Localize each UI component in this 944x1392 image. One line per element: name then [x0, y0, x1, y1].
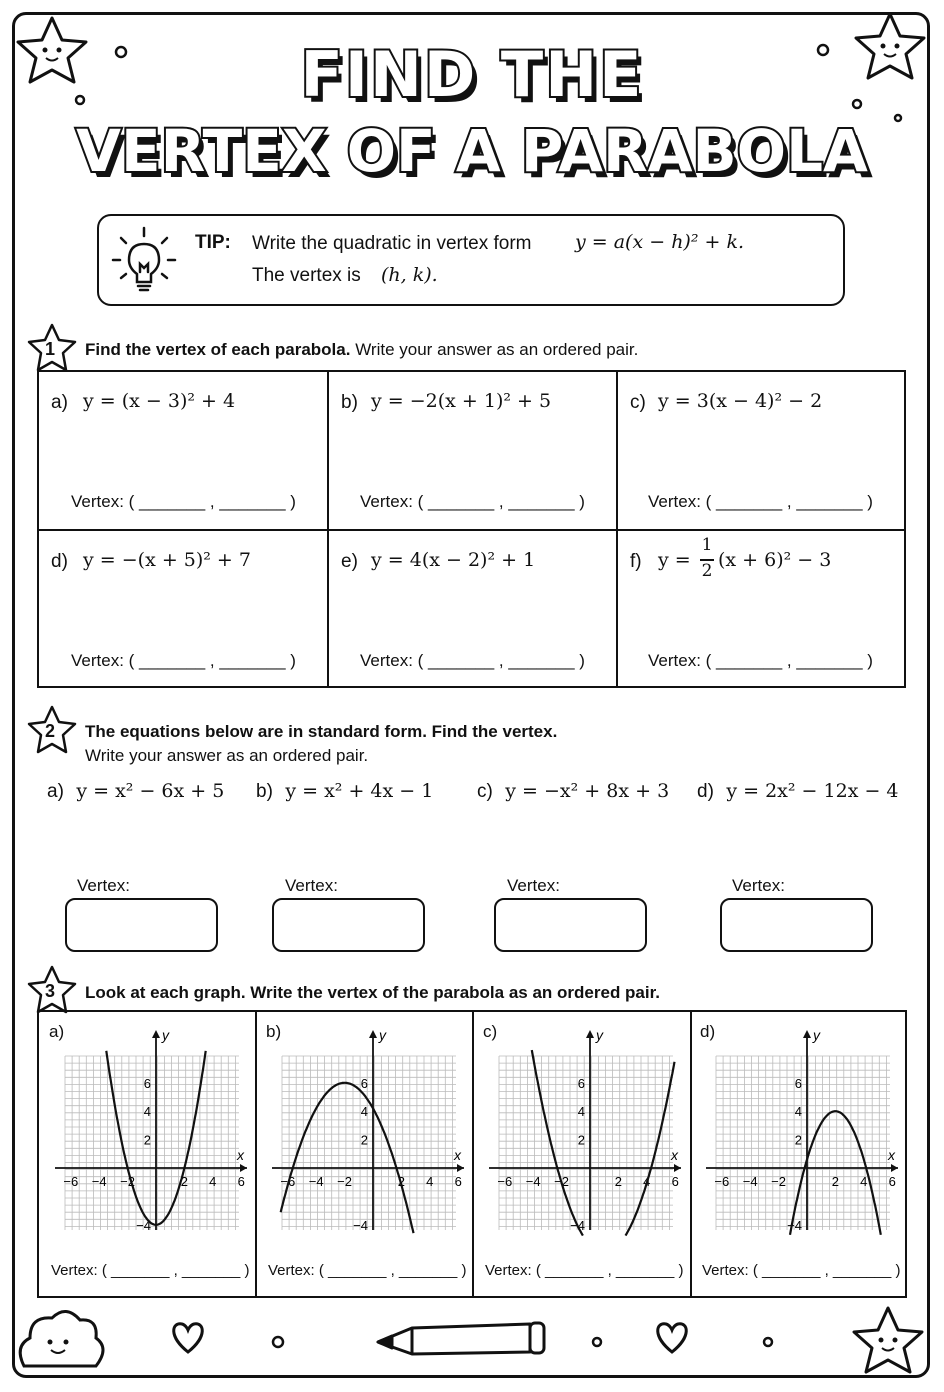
problem-equation: y = x² + 4x − 1	[285, 780, 434, 802]
y-tick-label: 4	[577, 1104, 585, 1120]
section-2-subtitle: Write your answer as an ordered pair.	[85, 746, 369, 765]
y-axis-label: y	[813, 1027, 820, 1043]
x-tick-label: 2	[397, 1174, 406, 1189]
x-axis-label: x	[237, 1147, 244, 1163]
graph-letter: b)	[266, 1022, 282, 1041]
x-tick-label: −2	[120, 1174, 136, 1189]
section-1-title-rest: Write your answer as an ordered pair.	[350, 340, 639, 359]
section-1-number: 1	[45, 339, 56, 359]
x-tick-label: 4	[860, 1174, 868, 1189]
x-tick-label: 2	[831, 1174, 840, 1189]
vertex-answer-box[interactable]	[272, 898, 425, 952]
vertex-answer-blank[interactable]: Vertex: ( _______ , _______ )	[71, 651, 296, 670]
vertex-answer-box[interactable]	[494, 898, 647, 952]
graph-panel-d	[690, 1012, 904, 1296]
vertex-answer-box[interactable]	[720, 898, 873, 952]
y-tick-label: 2	[143, 1132, 151, 1148]
x-tick-label: −4	[308, 1174, 324, 1189]
vertex-answer-blank[interactable]: Vertex: ( _______ , _______ )	[702, 1262, 901, 1279]
y-tick-label: 4	[143, 1104, 151, 1120]
y-axis-label: y	[596, 1027, 603, 1043]
problem-equation: y = 4(x − 2)² + 1	[371, 549, 536, 571]
problem-equation: y = −(x + 5)² + 7	[83, 549, 251, 571]
vertex-answer-blank[interactable]: Vertex: ( _______ , _______ )	[71, 492, 296, 511]
y-tick-label: 2	[577, 1132, 585, 1148]
dot-icon	[764, 1338, 772, 1346]
y-tick-label: 2	[360, 1132, 368, 1148]
y-axis-label: y	[162, 1027, 169, 1043]
lightbulb-icon	[109, 222, 179, 298]
y-tick-label: −4	[570, 1217, 585, 1233]
vertex-answer-blank[interactable]: Vertex: ( _______ , _______ )	[360, 492, 585, 511]
vertex-answer-blank[interactable]: Vertex: ( _______ , _______ )	[648, 651, 873, 670]
x-axis-label: x	[888, 1147, 895, 1163]
vertex-label: Vertex:	[285, 876, 338, 895]
y-tick-label: 2	[794, 1132, 802, 1148]
problem-equation-prefix: y =	[658, 549, 691, 571]
section-3-title: Look at each graph. Write the vertex of the parabola as an ordered pair.	[85, 983, 661, 1002]
problem-1f	[618, 531, 904, 686]
y-axis-arrow	[586, 1030, 594, 1038]
x-axis-arrow	[457, 1164, 464, 1172]
y-tick-label: 4	[794, 1104, 802, 1120]
problem-letter: b)	[341, 392, 358, 413]
x-tick-label: 4	[643, 1174, 651, 1189]
title-line-1: FIND THE	[300, 38, 644, 111]
x-axis-arrow	[674, 1164, 681, 1172]
y-tick-label: −4	[787, 1217, 802, 1233]
tip-line1-equation: y = a(x − h)² + k.	[575, 231, 745, 253]
section-3-number: 3	[45, 981, 56, 1001]
problem-equation-suffix: (x + 6)² − 3	[718, 549, 832, 571]
y-tick-label: −4	[353, 1217, 368, 1233]
section-1-grid	[37, 370, 906, 688]
vertex-answer-blank[interactable]: Vertex: ( _______ , _______ )	[648, 492, 873, 511]
x-tick-label: −4	[742, 1174, 758, 1189]
problem-letter: a)	[51, 392, 68, 413]
problem-1c	[618, 372, 904, 529]
x-tick-label: −6	[714, 1174, 730, 1189]
tip-line2-text: The vertex is	[252, 265, 361, 286]
graph-panel-a	[39, 1012, 253, 1296]
x-tick-label: 6	[454, 1174, 462, 1189]
fraction-denominator: 2	[701, 561, 713, 581]
x-tick-label: −4	[91, 1174, 107, 1189]
problem-letter: e)	[341, 551, 358, 572]
vertex-label: Vertex:	[77, 876, 130, 895]
x-axis-label: x	[671, 1147, 678, 1163]
problem-equation: y = x² − 6x + 5	[76, 780, 225, 802]
x-tick-label: 2	[614, 1174, 623, 1189]
y-axis-arrow	[369, 1030, 377, 1038]
section-1-title-bold: Find the vertex of each parabola.	[85, 340, 351, 359]
problem-letter: d)	[51, 551, 68, 572]
x-tick-label: −6	[497, 1174, 513, 1189]
x-tick-label: −2	[771, 1174, 787, 1189]
x-tick-label: −2	[337, 1174, 353, 1189]
y-tick-label: 6	[360, 1075, 368, 1091]
x-axis-arrow	[240, 1164, 247, 1172]
tip-line1-text: Write the quadratic in vertex form	[252, 233, 532, 254]
problem-2a	[47, 780, 224, 803]
problem-2c	[477, 780, 669, 803]
problem-equation: y = 3(x − 4)² − 2	[658, 390, 823, 412]
pencil-icon	[378, 1323, 544, 1354]
parabola-curve	[790, 1111, 881, 1235]
y-tick-label: 6	[794, 1075, 802, 1091]
x-tick-label: 6	[888, 1174, 896, 1189]
coordinate-grid	[256, 1020, 470, 1250]
problem-1b	[329, 372, 616, 529]
y-axis-label: y	[379, 1027, 386, 1043]
x-tick-label: −6	[63, 1174, 79, 1189]
problem-equation: y = −x² + 8x + 3	[505, 780, 670, 802]
dot-icon	[273, 1337, 283, 1347]
problem-letter: b)	[256, 781, 273, 802]
problem-letter: c)	[477, 781, 493, 802]
problem-1d	[39, 531, 327, 686]
section-2-number: 2	[45, 721, 56, 741]
x-tick-label: −4	[525, 1174, 541, 1189]
fraction-numerator: 1	[701, 535, 713, 555]
problem-1a	[39, 372, 327, 529]
vertex-answer-blank[interactable]: Vertex: ( _______ , _______ )	[51, 1262, 250, 1279]
graph-letter: c)	[483, 1022, 498, 1041]
problem-2d	[697, 780, 899, 803]
dot-icon	[593, 1338, 601, 1346]
cloud-bottom-left-icon	[20, 1311, 103, 1366]
graph-letter: a)	[49, 1022, 65, 1041]
section-2-title: The equations below are in standard form. Find the vertex.	[85, 722, 558, 741]
x-tick-label: 2	[180, 1174, 189, 1189]
x-axis-label: x	[454, 1147, 461, 1163]
coordinate-grid	[690, 1020, 904, 1250]
vertex-answer-blank[interactable]: Vertex: ( _______ , _______ )	[268, 1262, 467, 1279]
tip-box	[97, 214, 845, 306]
x-tick-label: 6	[237, 1174, 245, 1189]
y-axis-arrow	[152, 1030, 160, 1038]
problem-equation: y = (x − 3)² + 4	[83, 390, 236, 412]
vertex-answer-blank[interactable]: Vertex: ( _______ , _______ )	[485, 1262, 684, 1279]
coordinate-grid	[473, 1020, 687, 1250]
problem-letter: d)	[697, 781, 714, 802]
x-tick-label: 4	[209, 1174, 217, 1189]
vertex-label: Vertex:	[732, 876, 785, 895]
graph-panel-c	[473, 1012, 687, 1296]
graph-panel-b	[256, 1012, 470, 1296]
vertex-label: Vertex:	[507, 876, 560, 895]
x-axis-arrow	[891, 1164, 898, 1172]
tip-line2-equation: (h, k).	[381, 264, 438, 286]
y-tick-label: 6	[143, 1075, 151, 1091]
graph-letter: d)	[700, 1022, 716, 1041]
y-tick-label: −4	[136, 1217, 151, 1233]
y-tick-label: 6	[577, 1075, 585, 1091]
x-tick-label: 6	[671, 1174, 679, 1189]
x-tick-label: 4	[426, 1174, 434, 1189]
vertex-answer-box[interactable]	[65, 898, 218, 952]
problem-letter: a)	[47, 781, 64, 802]
problem-2b	[256, 780, 433, 803]
parabola-curve	[532, 1050, 675, 1236]
x-tick-label: −2	[554, 1174, 570, 1189]
problem-letter: c)	[630, 392, 646, 413]
problem-1e	[329, 531, 616, 686]
coordinate-grid	[39, 1020, 253, 1250]
vertex-answer-blank[interactable]: Vertex: ( _______ , _______ )	[360, 651, 585, 670]
y-axis-arrow	[803, 1030, 811, 1038]
tip-label: TIP:	[195, 232, 231, 253]
problem-equation: y = 2x² − 12x − 4	[726, 780, 899, 802]
problem-equation: y = −2(x + 1)² + 5	[371, 390, 552, 412]
section-1-title	[85, 340, 638, 360]
star-bottom-right-icon	[854, 1308, 922, 1372]
x-tick-label: −6	[280, 1174, 296, 1189]
problem-letter: f)	[630, 551, 642, 572]
title-line-2: VERTEX OF A PARABOLA	[76, 117, 868, 185]
y-tick-label: 4	[360, 1104, 368, 1120]
